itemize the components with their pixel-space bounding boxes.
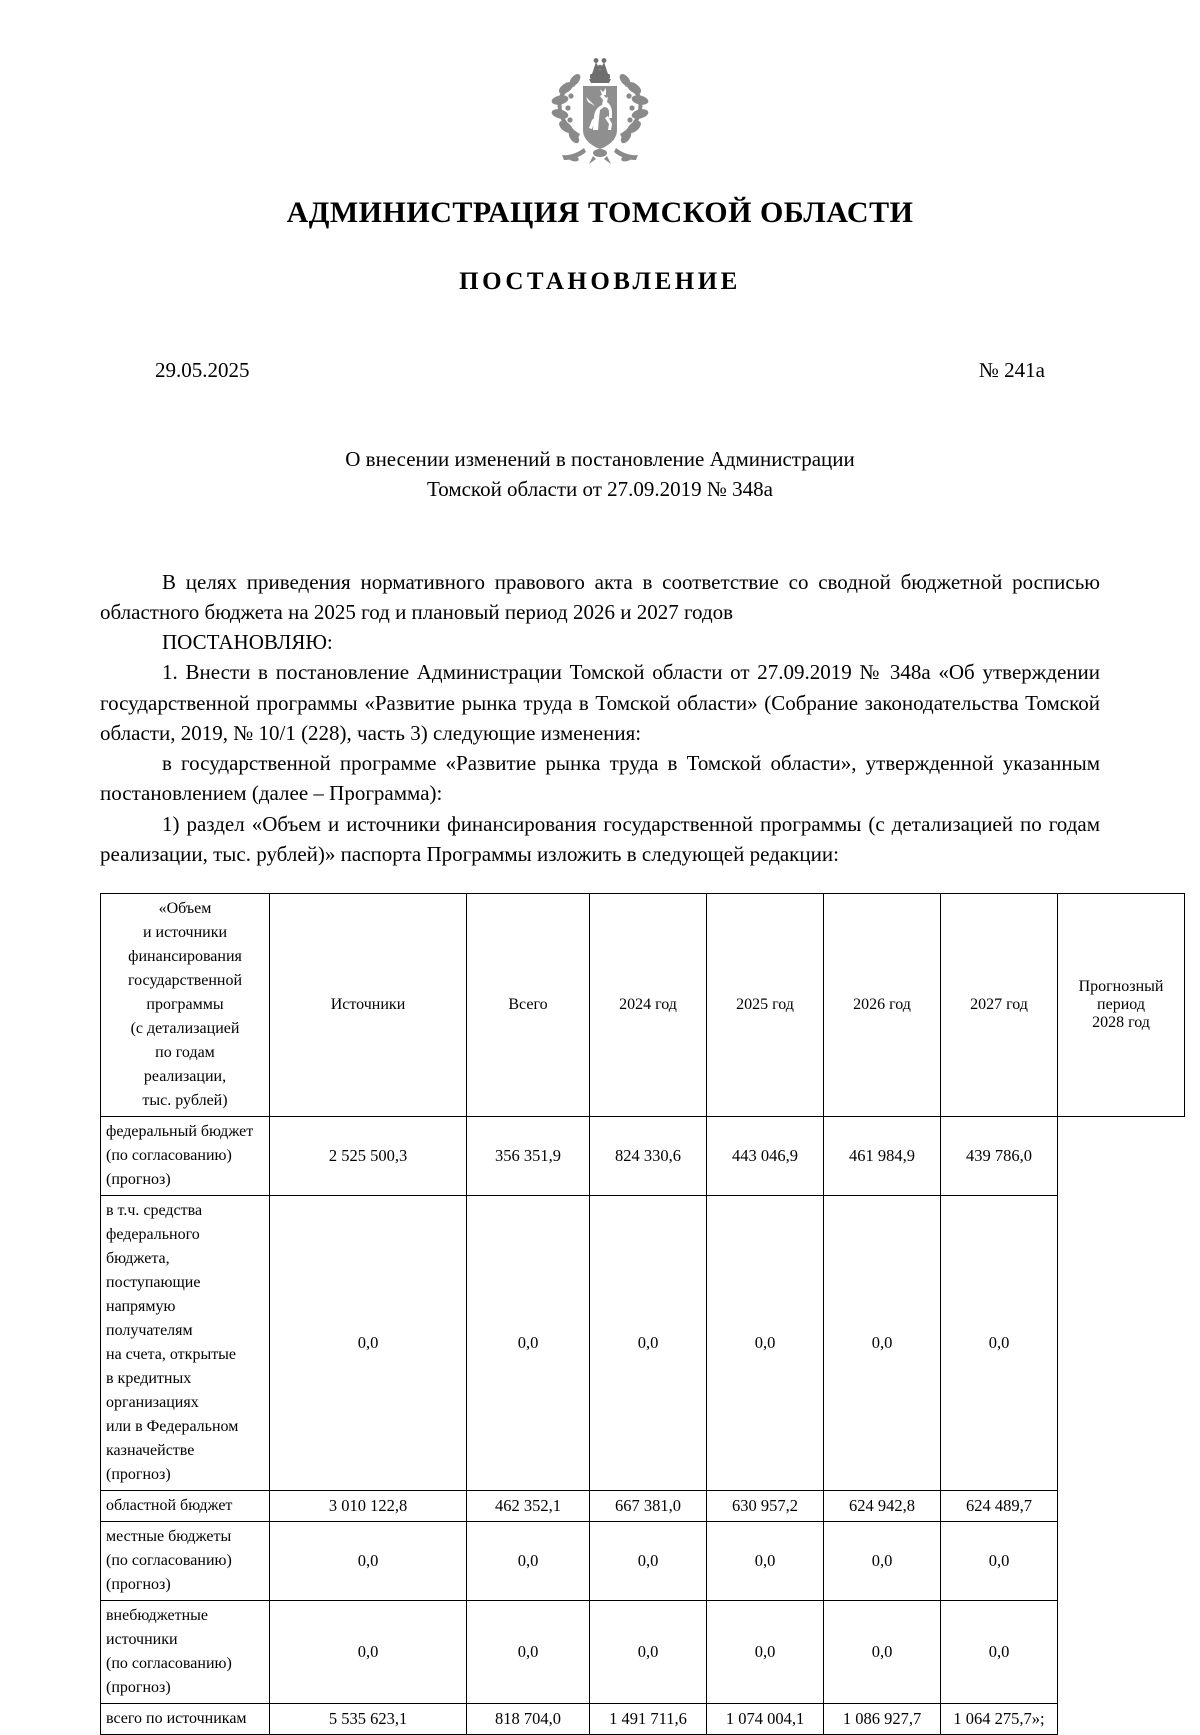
source-line: в т.ч. средства: [106, 1201, 203, 1219]
source-line: напрямую: [106, 1297, 176, 1315]
table-cell-source: [101, 1703, 270, 1734]
document-date: 29.05.2025: [155, 358, 250, 382]
table-cell-2025: 0,0: [590, 1521, 707, 1600]
table-cell-source: [101, 1521, 270, 1600]
source-line: источники: [106, 1630, 178, 1648]
table-cell-2027: 0,0: [824, 1195, 941, 1490]
source-line: в кредитных: [106, 1369, 192, 1387]
table-cell-2027: 1 086 927,7: [824, 1703, 941, 1734]
source-line: местные бюджеты: [106, 1527, 232, 1545]
label-line: по годам: [155, 1043, 215, 1061]
table-cell-total: 0,0: [270, 1195, 467, 1490]
table-cell-2026: 0,0: [707, 1521, 824, 1600]
label-line: (с детализацией: [130, 1019, 240, 1037]
document-type-title: ПОСТАНОВЛЕНИЕ: [459, 268, 741, 295]
table-cell-2026: 0,0: [707, 1600, 824, 1703]
table-header-forecast-2028: [1058, 893, 1185, 1116]
table-cell-2024: 0,0: [467, 1195, 590, 1490]
table-cell-2028: 0,0: [941, 1600, 1058, 1703]
table-cell-2025: 0,0: [590, 1195, 707, 1490]
document-subject: [100, 445, 1100, 505]
source-line: казначействе: [106, 1441, 195, 1459]
forecast-line-1: Прогнозный: [1078, 977, 1164, 995]
table-cell-2027: 624 942,8: [824, 1490, 941, 1521]
table-header-2027: 2027 год: [941, 893, 1058, 1116]
source-line: (прогноз): [106, 1170, 171, 1188]
source-line: федерального: [106, 1225, 200, 1243]
table-cell-2024: 0,0: [467, 1600, 590, 1703]
forecast-line-3: 2028 год: [1092, 1013, 1150, 1031]
table-row: [101, 1195, 1185, 1490]
source-line: (прогноз): [106, 1575, 171, 1593]
document-number: № 241а: [978, 358, 1045, 382]
table-cell-total: 5 535 623,1: [270, 1703, 467, 1734]
label-line: «Объем: [158, 899, 212, 917]
source-line: бюджета,: [106, 1249, 170, 1267]
body-decree-word: ПОСТАНОВЛЯЮ:: [162, 630, 333, 655]
source-line: организациях: [106, 1393, 199, 1411]
table-cell-section-label: [101, 893, 270, 1116]
table-cell-2024: 0,0: [467, 1521, 590, 1600]
table-cell-2025: 667 381,0: [590, 1490, 707, 1521]
table-header-2026: 2026 год: [824, 893, 941, 1116]
table-row: [101, 1600, 1185, 1703]
table-cell-total: 0,0: [270, 1600, 467, 1703]
body-paragraph-item-1: 1. Внести в постановление Администрации Томской области от 27.09.2019 № 348а «Об утверждении государственной программы «Развитие рынка труда в Томской области» (Собрание законодательства Томской области, 2019, № 10/1 (228), часть 3) следующие изменения:: [100, 660, 1100, 745]
table-cell-2027: 461 984,9: [824, 1116, 941, 1195]
source-line: (по согласованию): [106, 1146, 232, 1164]
source-line: (по согласованию): [106, 1551, 232, 1569]
table-cell-2025: 0,0: [590, 1600, 707, 1703]
forecast-line-2: период: [1097, 995, 1145, 1013]
table-row: [101, 1521, 1185, 1600]
financing-table-body: [101, 1116, 1185, 1734]
table-cell-2026: 1 074 004,1: [707, 1703, 824, 1734]
table-cell-2026: 630 957,2: [707, 1490, 824, 1521]
source-line: (прогноз): [106, 1465, 171, 1483]
table-cell-total: 3 010 122,8: [270, 1490, 467, 1521]
financing-table-head: [101, 893, 1185, 1116]
table-cell-2026: 443 046,9: [707, 1116, 824, 1195]
document-body: [100, 567, 1100, 869]
label-line: реализации,: [143, 1067, 227, 1085]
table-cell-total: 2 525 500,3: [270, 1116, 467, 1195]
source-line: на счета, открытые: [106, 1345, 237, 1363]
table-cell-2027: 0,0: [824, 1600, 941, 1703]
source-line: поступающие: [106, 1273, 201, 1291]
source-line: (прогноз): [106, 1678, 171, 1696]
table-cell-2026: 0,0: [707, 1195, 824, 1490]
source-line: получателям: [106, 1321, 193, 1339]
table-cell-2024: 462 352,1: [467, 1490, 590, 1521]
table-cell-source: [101, 1490, 270, 1521]
source-line: внебюджетные: [106, 1606, 208, 1624]
subject-line-1: О внесении изменений в постановление Администрации: [345, 447, 855, 471]
coat-of-arms-icon: [540, 52, 660, 170]
body-paragraph-1: В целях приведения нормативного правового акта в соответствие со сводной бюджетной росписью областного бюджета на 2025 год и плановый период 2026 и 2027 годов: [100, 569, 1100, 624]
table-cell-2025: 1 491 711,6: [590, 1703, 707, 1734]
source-line: всего по источникам: [106, 1709, 247, 1727]
source-line: областной бюджет: [106, 1496, 233, 1514]
organization-title: АДМИНИСТРАЦИЯ ТОМСКОЙ ОБЛАСТИ: [286, 196, 914, 229]
table-cell-2027: 0,0: [824, 1521, 941, 1600]
table-header-sources: Источники: [270, 893, 467, 1116]
source-line: или в Федеральном: [106, 1417, 239, 1435]
label-line: государственной: [127, 971, 243, 989]
body-paragraph-subitem-1: 1) раздел «Объем и источники финансирования государственной программы (с детализацией по годам реализации, тыс. рублей)» паспорта Программы изложить в следующей редакции:: [100, 811, 1100, 866]
label-line: финансирования: [128, 947, 242, 965]
source-line: (по согласованию): [106, 1654, 232, 1672]
document-meta-row: [100, 358, 1100, 383]
table-row: [101, 1703, 1185, 1734]
table-cell-2028: 0,0: [941, 1521, 1058, 1600]
financing-table: [100, 893, 1185, 1735]
table-header-row: [101, 893, 1185, 1116]
label-line: тыс. рублей): [142, 1091, 228, 1109]
table-cell-source: [101, 1116, 270, 1195]
subject-line-2: Томской области от 27.09.2019 № 348а: [426, 476, 774, 501]
table-cell-2024: 356 351,9: [467, 1116, 590, 1195]
table-row: [101, 1490, 1185, 1521]
table-header-2024: 2024 год: [590, 893, 707, 1116]
table-cell-source: [101, 1600, 270, 1703]
label-line: и источники: [142, 923, 228, 941]
table-cell-2028: 624 489,7: [941, 1490, 1058, 1521]
table-cell-2028: 439 786,0: [941, 1116, 1058, 1195]
table-cell-2028: 1 064 275,7»;: [941, 1703, 1058, 1734]
table-cell-2025: 824 330,6: [590, 1116, 707, 1195]
table-cell-2024: 818 704,0: [467, 1703, 590, 1734]
table-cell-total: 0,0: [270, 1521, 467, 1600]
table-header-total: Всего: [467, 893, 590, 1116]
source-line: федеральный бюджет: [106, 1122, 254, 1140]
table-cell-2028: 0,0: [941, 1195, 1058, 1490]
body-paragraph-program: в государственной программе «Развитие рынка труда в Томской области», утвержденной указанным постановлением (далее – Программа):: [100, 751, 1100, 806]
emblem-container: [100, 0, 1100, 170]
label-line: программы: [146, 995, 224, 1013]
table-cell-source: [101, 1195, 270, 1490]
table-header-2025: 2025 год: [707, 893, 824, 1116]
table-row: [101, 1116, 1185, 1195]
